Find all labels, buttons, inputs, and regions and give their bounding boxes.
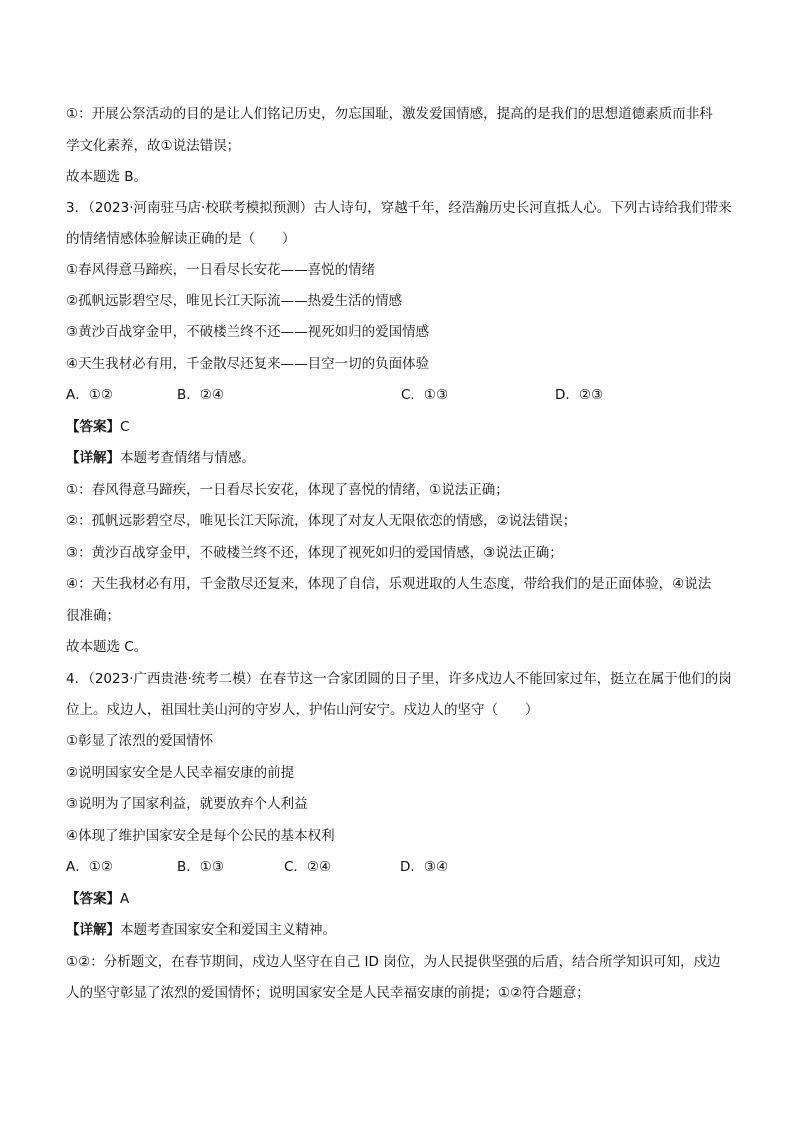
q4-stem-line-2: 位上。戍边人，祖国壮美山河的守岁人，护佑山河安宁。戍边人的坚守（ ）: [66, 702, 539, 718]
q3-option-b: B．②④: [177, 387, 224, 403]
intro-line-1: ①：开展公祭活动的目的是让人们铭记历史，勿忘国耻，激发爱国情感，提高的是我们的思想道德素质而非科: [66, 106, 713, 122]
q3-explanation-2: ②：孤帆远影碧空尽，唯见长江天际流，体现了对友人无限依恋的情感，②说法错误；: [66, 513, 577, 529]
q4-statement-3: ③说明为了国家利益，就要放弃个人利益: [66, 796, 308, 812]
q4-option-b: B．①③: [177, 859, 224, 875]
q3-statement-2: ②孤帆远影碧空尽，唯见长江天际流——热爱生活的情感: [66, 293, 403, 309]
q3-answer: [66, 417, 129, 437]
q3-statement-4: ④天生我材必有用，千金散尽还复来——目空一切的负面体验: [66, 356, 430, 372]
q4-answer-value: A: [120, 891, 130, 907]
q3-conclusion: 故本题选 C。: [66, 639, 148, 655]
q3-explanation-3: ③：黄沙百战穿金甲，不破楼兰终不还，体现了视死如归的爱国情感，③说法正确；: [66, 545, 563, 561]
q3-explanation-5: 很准确；: [66, 608, 120, 624]
q4-option-d: D．③④: [400, 859, 449, 875]
q3-statement-1: ①春风得意马蹄疾，一日看尽长安花——喜悦的情绪: [66, 262, 376, 278]
q4-detail: [66, 920, 336, 940]
q3-detail-text: 本题考查情绪与情感。: [120, 450, 255, 466]
q4-statement-4: ④体现了维护国家安全是每个公民的基本权利: [66, 828, 335, 844]
intro-conclusion: 故本题选 B。: [66, 169, 148, 185]
q4-statement-1: ①彰显了浓烈的爱国情怀: [66, 733, 214, 749]
q4-answer: [66, 889, 129, 909]
q4-detail-label: 【详解】: [66, 922, 120, 938]
q3-option-d: D．②③: [555, 387, 604, 403]
q3-explanation-4: ④：天生我材必有用，千金散尽还复来，体现了自信，乐观进取的人生态度，带给我们的是正面体验，④说法: [66, 576, 712, 592]
q4-option-a: A．①②: [66, 859, 113, 875]
intro-line-2: 学文化素养，故①说法错误；: [66, 138, 241, 154]
q3-detail-label: 【详解】: [66, 450, 120, 466]
q3-stem-line-2: 的情绪情感体验解读正确的是（ ）: [66, 231, 296, 247]
q3-answer-label: 【答案】: [66, 419, 120, 435]
q4-explanation-1: ①②：分析题文，在春节期间，戍边人坚守在自己 ID 岗位，为人民提供坚强的后盾，结合所学知识可知，戍边: [66, 954, 721, 970]
q4-detail-text: 本题考查国家安全和爱国主义精神。: [120, 922, 336, 938]
q3-statement-3: ③黄沙百战穿金甲，不破楼兰终不还——视死如归的爱国情感: [66, 324, 430, 340]
q4-stem-line-1: 4．（2023·广西贵港·统考二模）在春节这一合家团圆的日子里，许多戍边人不能回家过年，挺立在属于他们的岗: [66, 671, 732, 687]
q4-statement-2: ②说明国家安全是人民幸福安康的前提: [66, 765, 295, 781]
q4-answer-label: 【答案】: [66, 891, 120, 907]
q3-answer-value: C: [120, 419, 130, 435]
q3-option-a: A．①②: [66, 387, 113, 403]
q3-option-c: C．①③: [401, 387, 449, 403]
q4-explanation-2: 人的坚守彰显了浓烈的爱国情怀；说明国家安全是人民幸福安康的前提；①②符合题意；: [66, 985, 590, 1001]
q3-stem-line-1: 3．（2023·河南驻马店·校联考模拟预测）古人诗句，穿越千年，经浩瀚历史长河直抵人心。下列古诗给我们带来: [66, 200, 732, 216]
q4-option-c: C．②④: [284, 859, 332, 875]
q3-detail: [66, 448, 255, 468]
q3-explanation-1: ①：春风得意马蹄疾，一日看尽长安花，体现了喜悦的情绪，①说法正确；: [66, 482, 509, 498]
